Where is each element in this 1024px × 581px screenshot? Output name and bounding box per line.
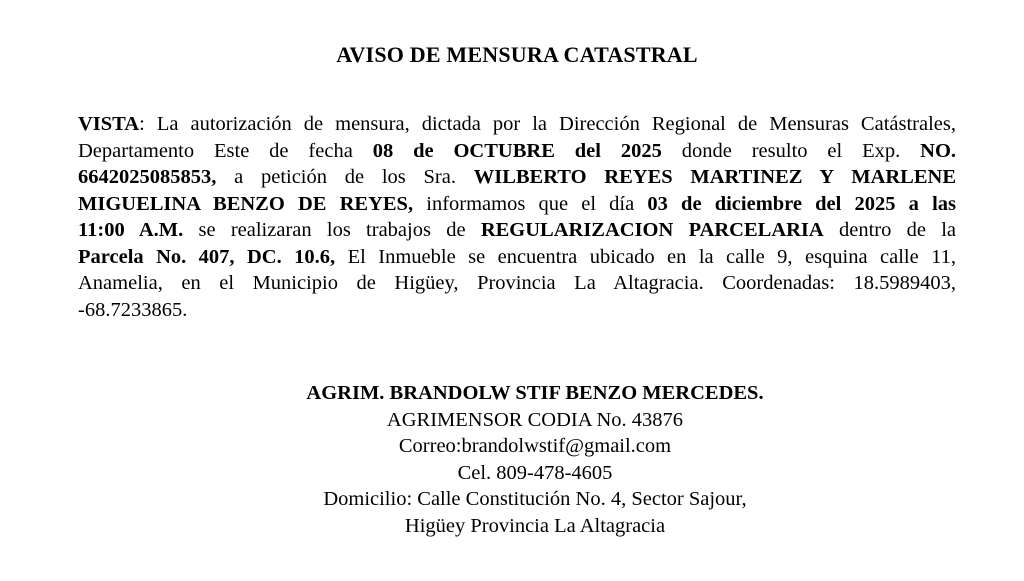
body-line-1	[78, 111, 956, 138]
body-text-5: informamos que el día	[413, 192, 648, 215]
body-text-4: a petición de los Sra.	[216, 166, 474, 188]
authorization-date: 08 de OCTUBRE del 2025	[372, 139, 662, 162]
body-text-2: Departamento Este de fecha	[78, 139, 373, 162]
parcel-id: Parcela No. 407, DC. 10.6,	[78, 245, 336, 268]
body-line-5	[78, 217, 956, 244]
owner-names-2: MIGUELINA BENZO DE REYES,	[78, 192, 414, 215]
body-text-7: dentro de la	[823, 219, 957, 241]
body-text-9: Anamelia, en el Municipio de Higüey, Provincia La Altagracia. Coordenadas: 18.5989403,	[78, 272, 956, 294]
work-date-1: 03 de diciembre del 2025 a las	[647, 192, 956, 215]
surveyor-phone: Cel. 809-478-4605	[457, 461, 613, 484]
notice-body	[78, 111, 956, 323]
notice-title: AVISO DE MENSURA CATASTRAL	[336, 42, 698, 67]
surveyor-name: AGRIM. BRANDOLW STIF BENZO MERCEDES.	[306, 382, 764, 404]
body-text-3: donde resulto el Exp.	[661, 139, 921, 162]
surveyor-address-2: Higüey Provincia La Altagracia	[404, 514, 666, 537]
surveyor-email: Correo:brandolwstif@gmail.com	[398, 435, 672, 457]
body-line-7	[78, 270, 956, 297]
body-text-8: El Inmueble se encuentra ubicado en la calle 9, esquina calle 11,	[335, 245, 957, 268]
surveyor-codia: AGRIMENSOR CODIA No. 43876	[386, 408, 684, 431]
body-line-8	[78, 297, 956, 324]
exp-label: NO.	[920, 139, 957, 162]
body-line-4	[78, 191, 956, 218]
body-line-2	[78, 138, 956, 165]
work-type: REGULARIZACION PARCELARIA	[480, 219, 824, 241]
surveyor-address-1: Domicilio: Calle Constitución No. 4, Sector Sajour,	[323, 488, 747, 510]
owner-names-1: WILBERTO REYES MARTINEZ Y MARLENE	[473, 166, 956, 188]
body-line-6	[78, 244, 956, 271]
body-text-10: -68.7233865.	[78, 298, 188, 321]
body-text-6: se realizaran los trabajos de	[183, 219, 481, 241]
signature-block	[0, 380, 1024, 539]
body-text-1: : La autorización de mensura, dictada por la Dirección Regional de Mensuras Catástrales,	[139, 113, 956, 135]
work-date-2: 11:00 A.M.	[78, 219, 184, 241]
vista-label: VISTA	[78, 113, 140, 135]
body-line-3	[78, 164, 956, 191]
exp-number: 6642025085853,	[78, 166, 217, 188]
